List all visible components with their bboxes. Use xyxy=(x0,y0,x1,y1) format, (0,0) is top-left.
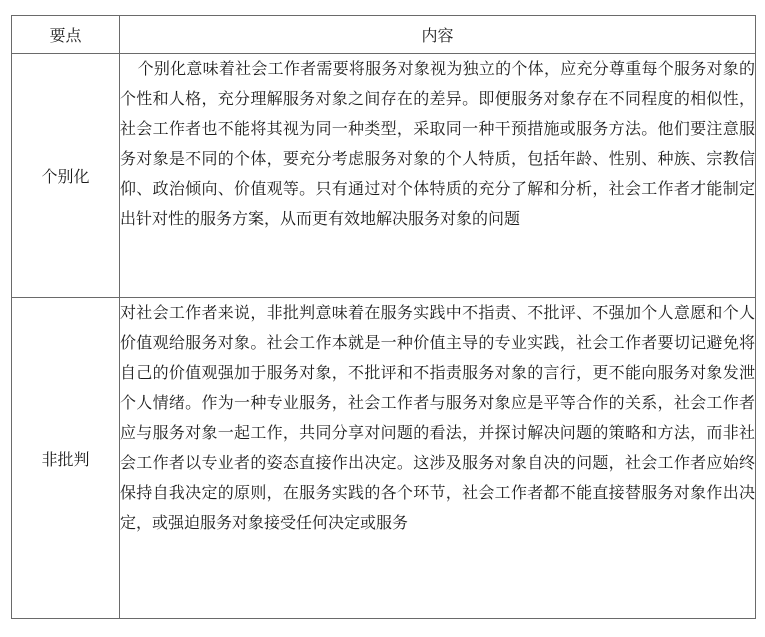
table-row xyxy=(12,298,756,619)
row-content-individualization: 个别化意味着社会工作者需要将服务对象视为独立的个体，应充分尊重每个服务对象的个性和人格，充分理解服务对象之间存在的差异。即便服务对象存在不同程度的相似性，社会工作者也不能将其视为同一种类型，采取同一种干预措施或服务方法。他们要注意服务对象是不同的个体，要充分考虑服务对象的个人特质，包括年龄、性别、种族、宗教信仰、政治倾向、价值观等。只有通过对个体特质的充分了解和分析，社会工作者才能制定出针对性的服务方案，从而更有效地解决服务对象的问题 xyxy=(120,54,756,298)
table-header-row xyxy=(12,16,756,54)
table-row xyxy=(12,54,756,298)
row-key-individualization: 个别化 xyxy=(12,54,120,298)
header-content: 内容 xyxy=(120,16,756,54)
header-key: 要点 xyxy=(12,16,120,54)
row-key-nonjudgmental: 非批判 xyxy=(12,298,120,619)
row-content-nonjudgmental: 对社会工作者来说，非批判意味着在服务实践中不指责、不批评、不强加个人意愿和个人价值观给服务对象。社会工作本就是一种价值主导的专业实践，社会工作者要切记避免将自己的价值观强加于服务对象，不批评和不指责服务对象的言行，更不能向服务对象发泄个人情绪。作为一种专业服务，社会工作者与服务对象应是平等合作的关系，社会工作者应与服务对象一起工作，共同分享对问题的看法，并探讨解决问题的策略和方法，而非社会工作者以专业者的姿态直接作出决定。这涉及服务对象自决的问题，社会工作者应始终保持自我决定的原则，在服务实践的各个环节，社会工作者都不能直接替服务对象作出决定，或强迫服务对象接受任何决定或服务 xyxy=(120,298,756,619)
principles-table xyxy=(11,15,756,619)
